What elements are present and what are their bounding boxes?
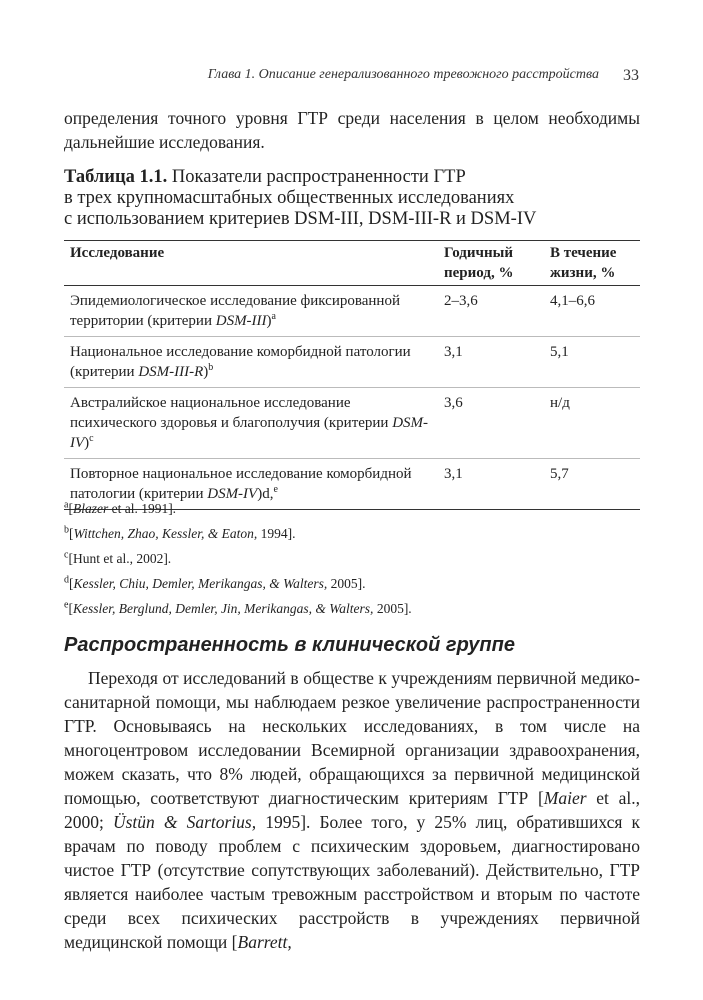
criteria-close: )d, bbox=[257, 486, 274, 502]
column-header-lifetime: В течение жизни, % bbox=[550, 245, 617, 281]
table-row bbox=[64, 388, 640, 459]
table-row bbox=[64, 286, 640, 337]
citation-author: Üstün & Sartorius, bbox=[112, 812, 257, 832]
footnote-authors: Blazer bbox=[72, 501, 109, 516]
section-heading: Распространенность в клинической группе bbox=[64, 634, 515, 656]
footnote: $^a$[Blazer et al. 1991]. bbox=[64, 499, 177, 516]
intro-paragraph: определения точного уровня ГТР среди населения в целом необходимы дальнейшие исследования. bbox=[64, 108, 640, 152]
footnote-rest: et al. 1991]. bbox=[108, 501, 177, 516]
cell-study bbox=[64, 337, 438, 388]
running-title: Глава 1. Описание генерализованного тревожного расстройства bbox=[207, 67, 599, 82]
table-row bbox=[64, 337, 640, 388]
paragraph-text: et al., 2000; bbox=[64, 788, 640, 832]
study-text: Повторное национальное исследование коморбидной патологии (критерии bbox=[70, 466, 412, 502]
prevalence-table bbox=[64, 240, 640, 510]
criteria-close: ) bbox=[203, 364, 209, 380]
running-header bbox=[64, 67, 639, 87]
table-caption-line: с использованием критериев DSM-III, DSM-III-R и DSM-IV bbox=[64, 209, 537, 229]
cell-year: 3,6 bbox=[444, 395, 463, 411]
page-number: 33 bbox=[623, 67, 639, 84]
footnote-mark: b bbox=[208, 362, 214, 373]
prevalence-table-container bbox=[64, 240, 640, 510]
criteria-text: DSM-IV bbox=[70, 415, 429, 451]
criteria-text: DSM-III-R bbox=[138, 364, 204, 380]
cell-lifetime: н/д bbox=[550, 395, 570, 411]
citation-author: Barrett, bbox=[237, 932, 292, 952]
footnote-mark: e bbox=[64, 599, 69, 611]
footnote-rest: 1994]. bbox=[257, 526, 296, 541]
table-footnotes bbox=[64, 496, 644, 621]
criteria-close: ) bbox=[266, 313, 272, 329]
section-paragraph bbox=[64, 666, 640, 954]
citation-author: Maier bbox=[543, 788, 587, 808]
cell-year: 3,1 bbox=[444, 466, 463, 482]
cell-study bbox=[64, 388, 438, 459]
footnote-authors: Kessler, Berglund, Demler, Jin, Merikangas, & Walters, bbox=[72, 601, 374, 616]
footnote-authors: Wittchen, Zhao, Kessler, & Eaton, bbox=[73, 526, 258, 541]
table-caption-label: Таблица 1.1. bbox=[64, 167, 168, 187]
criteria-close: ) bbox=[84, 435, 90, 451]
column-header-year: Годичный период, % bbox=[444, 245, 514, 281]
criteria-text: DSM-IV bbox=[207, 486, 258, 502]
footnote: $^c$[Hunt et al., 2002]. bbox=[64, 549, 172, 566]
criteria-text: DSM-III bbox=[215, 313, 267, 329]
paragraph-text: 1995]. Более того, у 25% лиц, обратившихся к врачам по поводу проблем с психическим здоровьем, диагностировано чистое ГТР (отсутствие сопутствующих заболеваний). Действительно, ГТР является наиболее частым тревожным расстройством и вторым по частоте среди всех психических расстройств в учреждениях первичной медицинской помощи [ bbox=[64, 812, 640, 952]
cell-lifetime: 4,1–6,6 bbox=[550, 293, 595, 309]
footnote: $^b$[Wittchen, Zhao, Kessler, & Eaton, 1994]. bbox=[64, 524, 296, 541]
footnote: $^d$[Kessler, Chiu, Demler, Merikangas, & Walters, 2005]. bbox=[64, 574, 366, 591]
cell-year: 2–3,6 bbox=[444, 293, 478, 309]
table-caption bbox=[64, 167, 644, 230]
study-text: Эпидемиологическое исследование фиксированной территории (критерии bbox=[70, 293, 400, 329]
study-text: Австралийское национальное исследование психического здоровья и благополучия (критерии bbox=[70, 395, 393, 431]
footnote: $^e$[Kessler, Berglund, Demler, Jin, Merikangas, & Walters, 2005]. bbox=[64, 599, 412, 616]
cell-study bbox=[64, 286, 438, 337]
footnote-mark: d bbox=[64, 574, 69, 586]
table-caption-line: в трех крупномасштабных общественных исследованиях bbox=[64, 188, 515, 208]
cell-lifetime: 5,7 bbox=[550, 466, 569, 482]
footnote-mark: a bbox=[271, 311, 276, 322]
footnote-mark: b bbox=[64, 524, 69, 536]
footnote-rest: Hunt et al., 2002]. bbox=[72, 551, 172, 566]
table-caption-line: Показатели распространенности ГТР bbox=[167, 167, 466, 187]
cell-year: 3,1 bbox=[444, 344, 463, 360]
footnote-mark: a bbox=[64, 499, 69, 511]
footnote-mark: c bbox=[64, 549, 69, 561]
cell-lifetime: 5,1 bbox=[550, 344, 569, 360]
paragraph-text: Переходя от исследований в обществе к учреждениям первичной медико-санитарной помощи, мы наблюдаем резкое увеличение распространенности ГТР. Основываясь на нескольких исследованиях, в том числе на многоцентровом исследовании Всемирной организации здравоохранения, можем сказать, что 8% людей, обращающихся за первичной медицинской помощью, соответствуют диагностическим критериям ГТР [ bbox=[64, 668, 640, 808]
table-header-row bbox=[64, 241, 640, 286]
footnote-rest: 2005]. bbox=[327, 576, 366, 591]
study-text: Национальное исследование коморбидной патологии (критерии bbox=[70, 344, 411, 380]
footnote-mark: e bbox=[273, 484, 278, 495]
column-header-study: Исследование bbox=[70, 245, 165, 261]
footnote-rest: 2005]. bbox=[373, 601, 412, 616]
footnote-mark: c bbox=[89, 433, 94, 444]
footnote-authors: Kessler, Chiu, Demler, Merikangas, & Walters, bbox=[73, 576, 328, 591]
